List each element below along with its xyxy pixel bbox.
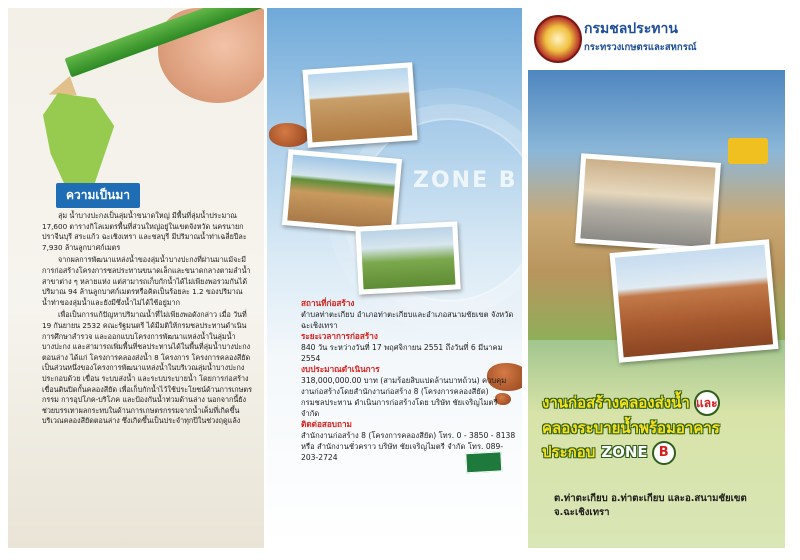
info-heading-duration: ระยะเวลาการก่อสร้าง: [301, 331, 378, 341]
location-line-2: จ.ฉะเชิงเทรา: [554, 507, 610, 518]
left-panel: [8, 8, 264, 548]
info-text-budget: 318,000,000.00 บาท (สามร้อยสิบแปดล้านบาทถ้วน) ควบคุมงานก่อสร้างโดยสำนักงานก่อสร้าง 8 (โครงการคลองสียัด) กรมชลประทาน ดำเนินการก่อสร้างโดย บริษัท ชัยเจริญไมตรี จำกัด: [301, 376, 507, 418]
canal-road-photo: [610, 239, 779, 363]
info-heading-location: สถานที่ก่อสร้าง: [301, 298, 355, 308]
zone-letter-badge: B: [652, 441, 676, 465]
middle-panel: [267, 8, 522, 548]
background-paragraph: ลุ่ม น้ำบางปะกงเป็นลุ่มน้ำขนาดใหญ่ มีพื้นที่ลุ่มน้ำประมาณ 17,600 ตารางกิโลเมตรพื้นที่ส่วนใหญ่อยู่ในเขตจังหวัด นครนายก ปราจีนบุรี สระแก้ว ฉะเชิงเทรา และชลบุรี มีปริมาณน้ำท่าเฉลี่ยปีละ 7,930 ล้านลูกบาศก์เมตร: [42, 211, 247, 252]
royal-irrigation-seal-icon: [534, 15, 582, 63]
title-line-2: คลองระบายน้ำพร้อมอาคาร: [542, 419, 720, 437]
construction-photo: [282, 149, 402, 235]
title-line-1: งานก่อสร้างคลองส่งน้ำ: [542, 393, 690, 412]
info-heading-contact: ติดต่อสอบถาม: [301, 419, 352, 429]
title-line-3: ประกอบ: [542, 443, 596, 461]
info-text-contact: สำนักงานก่อสร้าง 8 (โครงการคลองสียัด) โทร. 0 - 3850 - 8138 หรือ สำนักงานชั่วคราว บริษัท ชัยเจริญไมตรี จำกัด โทร. 089-203-2724: [301, 431, 516, 462]
org-header: [528, 8, 785, 70]
excavator-illustration: [728, 138, 768, 164]
zone-word: ZONE: [601, 443, 648, 461]
project-location: [554, 492, 782, 520]
construction-photo: [355, 221, 460, 294]
construction-photo: [302, 62, 417, 147]
background-text: [42, 211, 254, 429]
canal-lining-photo: [575, 153, 721, 253]
info-text-duration: 840 วัน ระหว่างวันที่ 17 พฤศจิกายน 2551 ถึงวันที่ 6 มีนาคม 2554: [301, 343, 503, 363]
ministry-name: กระทรวงเกษตรและสหกรณ์: [584, 42, 697, 53]
project-info: [301, 298, 516, 463]
background-section-title: ความเป็นมา: [56, 183, 140, 208]
background-paragraph: เพื่อเป็นการแก้ปัญหาปริมาณน้ำที่ไม่เพียงพอดังกล่าว เมื่อ วันที่ 19 กันยายน 2532 คณะรัฐมนตรี ได้มีมติให้กรมชลประทานดำเนินการศึกษาสำรวจ และออกแบบโครงการพัฒนาแหล่งน้ำในลุ่มน้ำบางปะกง และสามารถเพิ่มพื้นที่ชลประทานได้ในพื้นที่ลุ่มน้ำบางปะกงตอนล่าง ได้แก่ โครงการคลองส่งน้ำ 8 โครงการ โครงการคลองสียัด เป็นส่วนหนึ่งของโครงการพัฒนาแหล่งน้ำในบริเวณลุ่มน้ำบางปะกง ประกอบด้วย เขื่อน ระบบส่งน้ำ และระบบระบายน้ำ โดยการก่อสร้างเขื่อนดินปิดกั้นคลองสียัด เพื่อเก็บกักน้ำไว้ใช้ประโยชน์ด้านการเกษตรกรรม การอุปโภค-บริโภค และป้องกันน้ำท่วมด้านล่าง นอกจากนี้ยังช่วยบรรเทาผลกระทบในด้านการเกษตรกรรมจากน้ำเค็มที่เกิดขึ้นบริเวณคลองสียัดตอนล่าง ซึ่งเกิดขึ้นเป็นประจำทุกปีในช่วงฤดูแล้ง: [42, 310, 252, 426]
right-panel: [528, 8, 785, 548]
info-text-location: ตำบลท่าตะเกียบ อำเภอท่าตะเกียบและอำเภอสนามชัยเขต จังหวัดฉะเชิงเทรา: [301, 310, 514, 330]
location-line-1: ต.ท่าตะเกียบ อ.ท่าตะเกียบ และอ.สนามชัยเขต: [554, 493, 747, 504]
title-and-badge: และ: [694, 390, 720, 416]
rock-decoration: [269, 123, 309, 147]
project-title: [542, 390, 782, 465]
org-name: กรมชลประทาน: [584, 21, 678, 37]
background-paragraph: จากผลการพัฒนาแหล่งน้ำของลุ่มน้ำบางปะกงที่ผ่านมาแม้จะมีการก่อสร้างโครงการชลประทานขนาดเล็กและขนาดกลางตามลำน้ำสาขาต่าง ๆ หลายแห่ง แต่สามารถเก็บกักน้ำได้ไม่เพียงพอรวมกันได้ปริมาณ 94 ล้านลูกบาศก์เมตรหรือคิดเป็นร้อยละ 1.2 ของปริมาณน้ำท่าของลุ่มน้ำและยังมีซึ่งน้ำไม่ได้ใช้อยู่มาก: [42, 255, 251, 307]
info-heading-budget: งบประมาณดำเนินการ: [301, 364, 380, 374]
zone-watermark: ZONE B: [413, 168, 518, 193]
